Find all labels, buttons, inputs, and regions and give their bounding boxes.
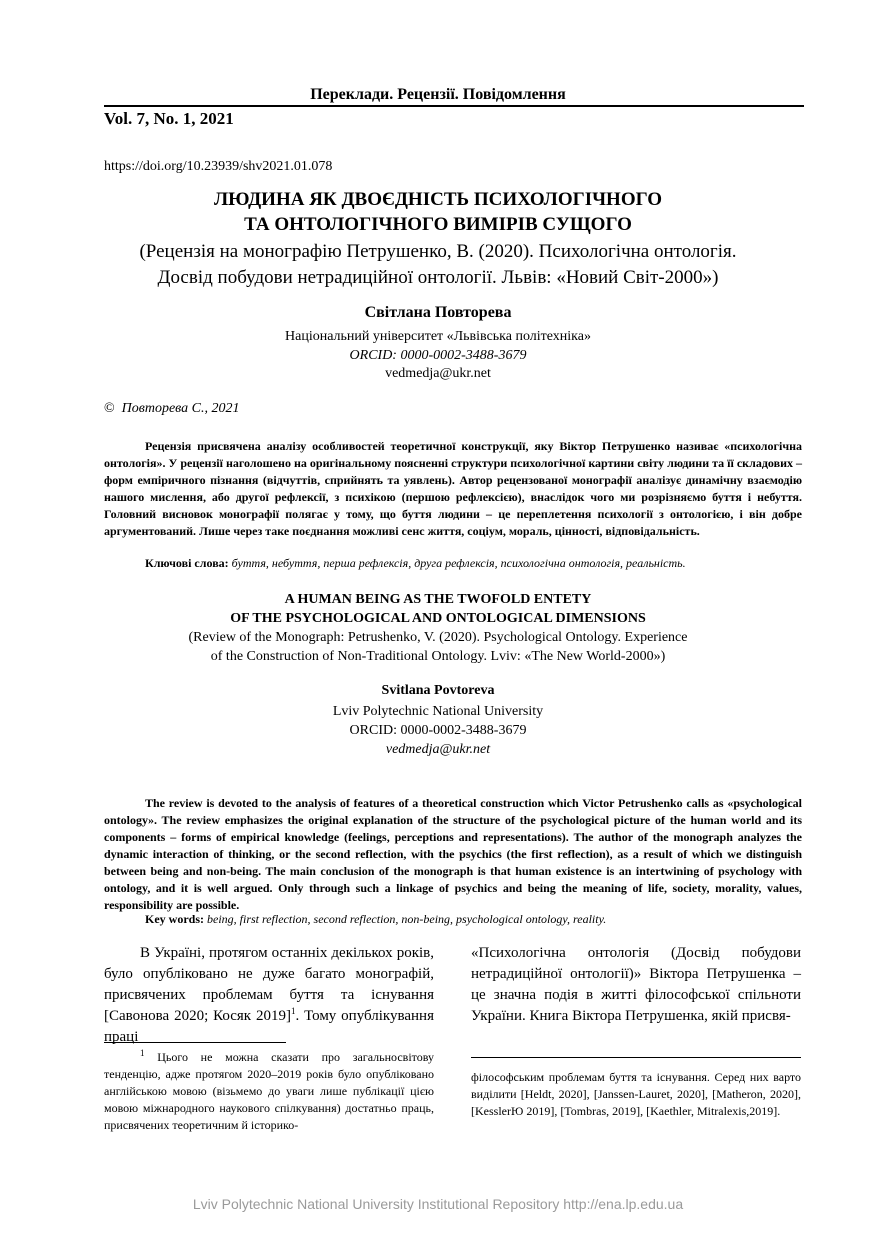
repository-footer: Lviv Polytechnic National University Institutional Repository http://ena.lp.edu.ua [192, 1196, 684, 1212]
body-left-text-end: . Тому опублікування праці [104, 1008, 434, 1045]
en-email[interactable]: vedmedja@ukr.net [385, 742, 491, 757]
doi-link[interactable]: https://doi.org/10.23939/shv2021.01.078 [104, 159, 333, 174]
footnote-mark: 1 [140, 1048, 145, 1058]
ua-orcid: ORCID: 0000-0002-3488-3679 [349, 348, 527, 363]
ua-subtitle-line-1: (Рецензія на монографію Петрушенко, В. (2020). Психологічна онтологія. [139, 241, 737, 262]
en-author-name: Svitlana Povtoreva [381, 683, 495, 698]
copyright-line [104, 401, 239, 417]
en-affiliation: Lviv Polytechnic National University [332, 704, 544, 719]
body-left-column [104, 943, 434, 1048]
en-keywords-list: being, first reflection, second reflection, non-being, psychological ontology, reality. [207, 912, 607, 926]
footnote-left [104, 1049, 434, 1134]
footnote-left-text: Цього не можна сказати про загальносвітову тенденцію, адже протягом 2020–2019 років було опубліковано англійською мовою (візьмемо до уваги лише публікації цією мовою міжнародного наукового спілкування) достатньо праць, присвячених теоретичним й історико- [104, 1050, 435, 1132]
body-right-column: «Психологічна онтологія (Досвід побудови нетрадиційної онтології)» Віктора Петрушенка – це значна подія в житті філософської спільноти України. Книга Віктора Петрушенка, якій присвя- [471, 945, 801, 1024]
ua-keywords [145, 556, 686, 571]
volume-issue: Vol. 7, No. 1, 2021 [104, 109, 234, 128]
footnote-ref-mark: 1 [290, 1006, 296, 1016]
en-title-line-1: A HUMAN BEING AS THE TWOFOLD ENTETY [284, 592, 592, 607]
en-orcid: ORCID: 0000-0002-3488-3679 [349, 723, 527, 738]
ua-title-line-1: ЛЮДИНА ЯК ДВОЄДНІСТЬ ПСИХОЛОГІЧНОГО [213, 189, 662, 210]
en-abstract: The review is devoted to the analysis of features of a theoretical construction which Victor Petrushenko calls as «psychological ontology». The review emphasizes the original explanation of the structure of the psychological picture of the human world and its components – forms of empirical knowledge (feelings, perceptions and representations). The author of the monograph analyzes the dynamic interaction of thinking, or the second reflection, with the psychics (the first reflection), as a result of which we distinguish between being and non-being. The main conclusion of the monograph is that human existence is an intertwining of psychology with ontology, and it is well argued. Only through such a linkage of psychics and being the meaning of life, society, morality, values, responsibility are possible. [104, 796, 802, 912]
en-subtitle-line-1: (Review of the Monograph: Petrushenko, V. (2020). Psychological Ontology. Experience [188, 630, 688, 645]
en-keywords-label: Key words: [145, 912, 204, 926]
ua-keywords-list: буття, небуття, перша рефлексія, друга рефлексія, психологічна онтологія, реальність. [231, 556, 686, 570]
ua-abstract: Рецензія присвячена аналізу особливостей теоретичної конструкції, яку Віктор Петрушенко називає «психологічна онтологія». У рецензії наголошено на оригінальному поясненні структури психологічної картини світу людини та її складових – форм емпіричного пізнання (відчуттів, сприйнять та уявлень). Автор рецензованої монографії аналізує динамічну взаємодію нашого мислення, або другої рефлексії, з психікою (першою рефлексією), внаслідок чого ми розрізняємо буття і небуття. Головний висновок монографії полягає у тому, що буття людини – це переплетення психології з онтологією, і він добре аргументований. Лише через таке поєднання можливі сенс життя, соціум, мораль, цінності, відповідальність. [104, 439, 802, 538]
ua-subtitle-line-2: Досвід побудови нетрадиційної онтології. Львів: «Новий Світ-2000») [157, 267, 719, 288]
ua-title-line-2: ТА ОНТОЛОГІЧНОГО ВИМІРІВ СУЩОГО [244, 214, 632, 235]
en-keywords [145, 912, 606, 927]
copyright-symbol: © [104, 401, 115, 416]
ua-author-name: Світлана Повторева [364, 304, 512, 321]
header-rule [104, 105, 804, 107]
body-left-text: В Україні, протягом останніх декількох років, було опубліковано не дуже багато монографій, присвячених проблемам буття та існування [Савонова 2020; Косяк 2019] [104, 945, 434, 1024]
ua-affiliation: Національний університет «Львівська політехніка» [285, 329, 591, 344]
footnote-right: філософським проблемам буття та існування. Серед них варто виділити [Heldt, 2020], [Janssen-Lauret, 2020], [Matheron, 2020], [KesslerЮ 2019], [Tombras, 2019], [Kaethler, Mitralexis,2019]. [471, 1070, 801, 1118]
en-title-line-2: OF THE PSYCHOLOGICAL AND ONTOLOGICAL DIMENSIONS [230, 611, 646, 626]
en-subtitle-line-2: of the Construction of Non-Traditional Ontology. Lviv: «The New World-2000») [210, 649, 666, 664]
ua-keywords-label: Ключові слова: [145, 556, 229, 570]
footnote-rule-left [104, 1042, 286, 1043]
copyright-holder: Повторева С., 2021 [121, 401, 240, 416]
journal-section-title: Переклади. Рецензії. Повідомлення [310, 86, 566, 103]
footnote-rule-right [471, 1057, 801, 1058]
ua-email[interactable]: vedmedja@ukr.net [385, 366, 491, 381]
